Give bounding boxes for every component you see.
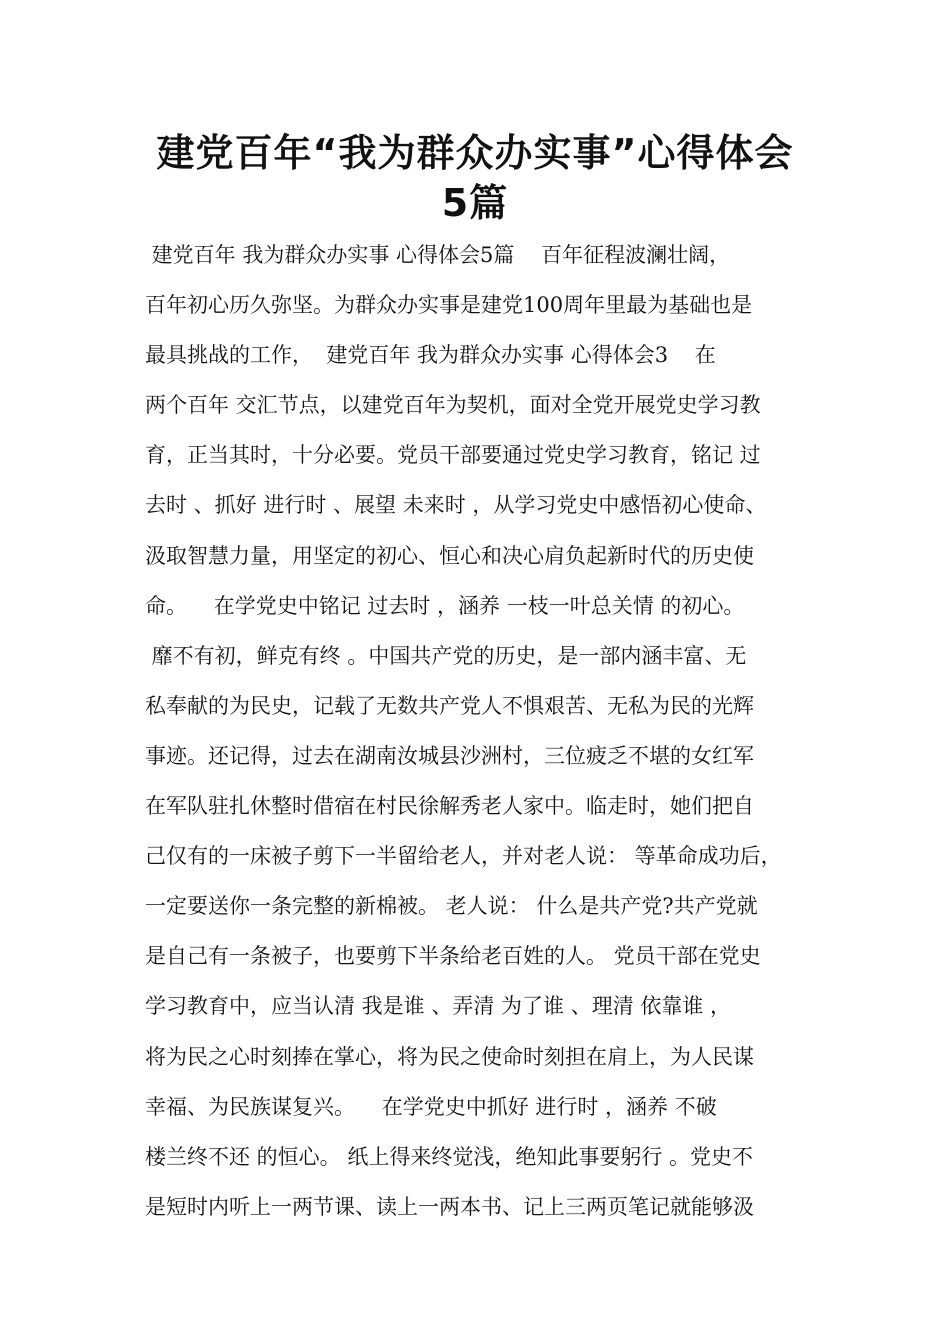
- body-line: 是短时内听上一两节课、读上一两本书、记上三两页笔记就能够汲: [145, 1194, 754, 1219]
- body-line: 己仅有的一床被子剪下一半留给老人，并对老人说： 等革命成功后，: [145, 844, 782, 869]
- body-line: 在军队驻扎休整时借宿在村民徐解秀老人家中。临走时，她们把自: [145, 794, 754, 819]
- body-line: 建党百年 我为群众办实事 心得体会5篇 百年征程波澜壮阔，: [145, 243, 731, 267]
- body-line: 两个百年 交汇节点，以建党百年为契机，面对全党开展党史学习教: [145, 393, 761, 418]
- document-title: 建党百年“我为群众办实事”心得体会 5篇: [156, 131, 794, 225]
- body-line: 靡不有初，鲜克有终 。中国共产党的历史，是一部内涵丰富、无: [145, 643, 747, 668]
- body-line: 楼兰终不还 的恒心。 纸上得来终觉浅，绝知此事要躬行 。党史不: [145, 1144, 754, 1169]
- body-line: 一定要送你一条完整的新棉被。 老人说： 什么是共产党?共产党就: [145, 894, 758, 919]
- document-body: [145, 230, 835, 1232]
- body-line: 育，正当其时，十分必要。党员干部要通过党史学习教育，铭记 过: [145, 443, 761, 468]
- body-line: 学习教育中，应当认清 我是谁 、弄清 为了谁 、理清 依靠谁 ，: [145, 994, 732, 1019]
- body-line: 事迹。还记得，过去在湖南汝城县沙洲村，三位疲乏不堪的女红军: [145, 743, 754, 768]
- body-line: 是自己有一条被子，也要剪下半条给老百姓的人。 党员干部在党史: [145, 944, 761, 969]
- body-line: 私奉献的为民史，记载了无数共产党人不惧艰苦、无私为民的光辉: [145, 693, 754, 718]
- body-line: 将为民之心时刻捧在掌心，将为民之使命时刻担在肩上，为人民谋: [145, 1044, 754, 1069]
- body-line: 汲取智慧力量，用坚定的初心、恒心和决心肩负起新时代的历史使: [145, 543, 754, 568]
- body-line: 百年初心历久弥坚。为群众办实事是建党100周年里最为基础也是: [145, 293, 753, 318]
- body-line: 去时 、抓好 进行时 、展望 未来时 ，从学习党史中感悟初心使命、: [145, 493, 767, 518]
- body-line: 幸福、为民族谋复兴。 在学党史中抓好 进行时 ，涵养 不破: [145, 1094, 717, 1119]
- body-line: 最具挑战的工作， 建党百年 我为群众办实事 心得体会3 在: [145, 343, 716, 368]
- body-line: 命。 在学党史中铭记 过去时 ，涵养 一枝一叶总关情 的初心。: [145, 593, 745, 618]
